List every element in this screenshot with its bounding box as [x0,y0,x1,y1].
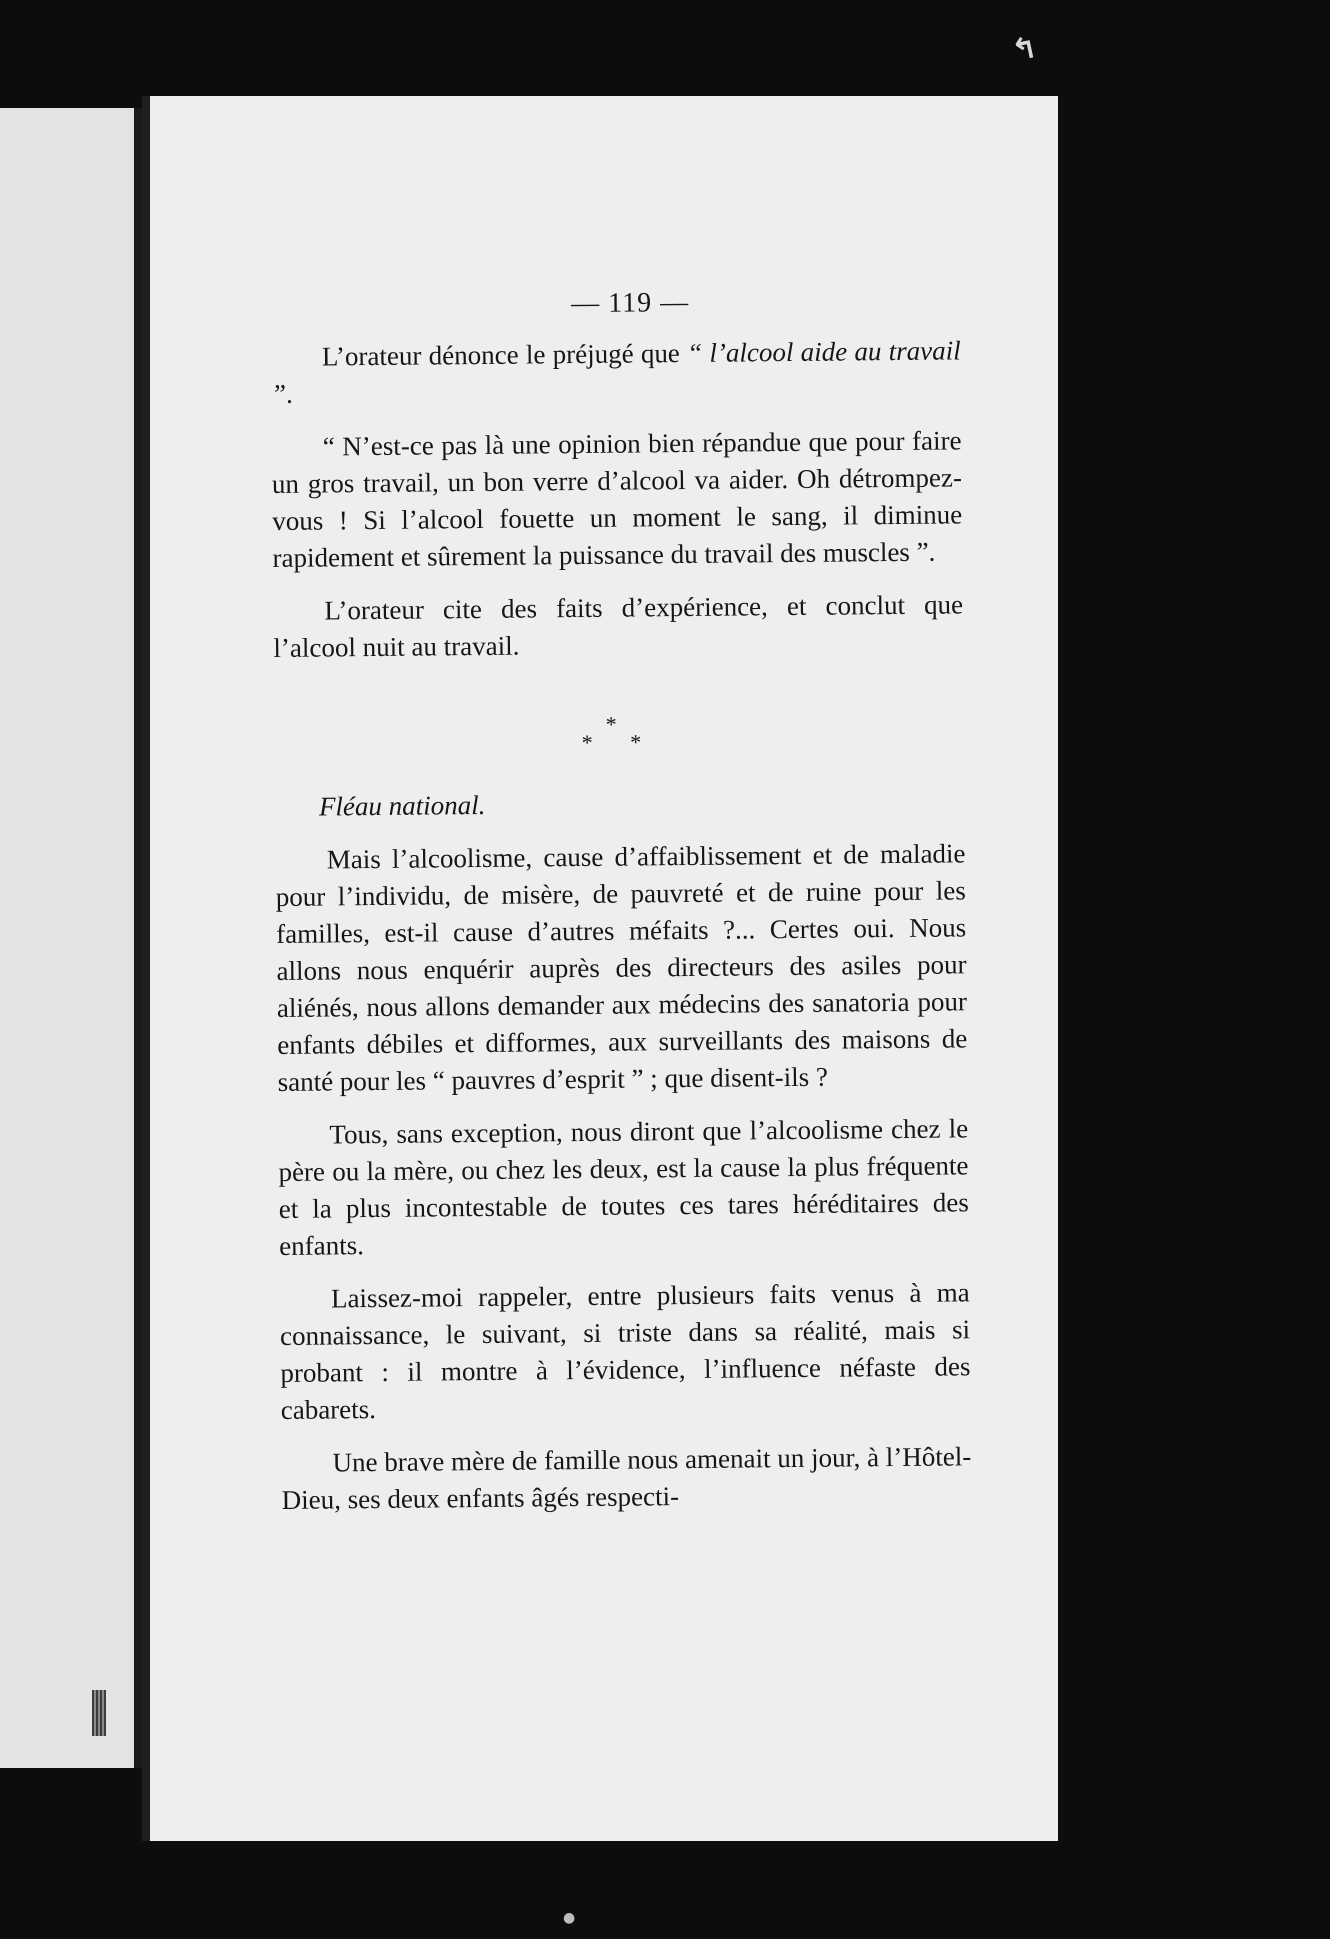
page-text [270,281,972,1535]
asterism-bottom: * * [581,729,658,756]
page-number: — 119 — [571,286,690,320]
paragraph-1-start: L’orateur dénonce le préjugé que [321,337,688,372]
section-paragraph-1: Mais l’alcoolisme, cause d’affaiblissement et de maladie pour l’individu, de misère, de pauvreté et de ruine pour les familles, est-il cause d’autres méfaits ?... Certes oui. Nous allons nous enquérir auprès des directeurs des asiles pour aliénés, nous allons demander aux médecins des sanatoria pour enfants débiles et difformes, aux surveillants des maisons de santé pour les “ pauvres d’esprit ” ; que disent-ils ? [275,838,968,1097]
paragraph-1-end: . [285,378,293,409]
section-paragraph-2: Tous, sans exception, nous diront que l’alcoolisme chez le père ou la mère, ou chez les deux, est la cause la plus fréquente et la plus incontestable de toutes ces tares héréditaires des enfants. [278,1113,969,1261]
paragraph-1-quote: “ l’alcool aide au travail ” [270,335,961,409]
paragraph-1 [270,332,961,413]
paragraph-2: “ N’est-ce pas là une opinion bien répandue que pour faire un gros travail, un bon verre d’alcool va aider. Oh détrompez-vous ! Si l’alcool fouette un moment le sang, il diminue rapidement et sûrement la puissance du travail des muscles ”. [271,425,963,573]
paragraph-3: L’orateur cite des faits d’expérience, et conclut que l’alcool nuit au travail. [273,589,964,663]
section-title: Fléau national. [318,789,486,822]
facing-page-edge [0,108,134,1768]
asterism-divider [274,712,964,755]
section-paragraph-3: Laissez-moi rappeler, entre plusieurs faits venus à ma connaissance, le suivant, si triste dans sa réalité, mais si probant : il montre à l’évidence, l’influence néfaste des cabarets. [279,1277,971,1425]
page-edge-marking [92,1690,106,1736]
section-paragraph-4: Une brave mère de famille nous amenait un jour, à l’Hôtel-Dieu, ses deux enfants âgés respecti- [281,1441,972,1515]
book-page [150,96,1058,1841]
asterism-top: * [605,711,633,737]
corner-mark: ↰ [1008,29,1041,70]
bottom-mark: ● [563,1910,576,1926]
